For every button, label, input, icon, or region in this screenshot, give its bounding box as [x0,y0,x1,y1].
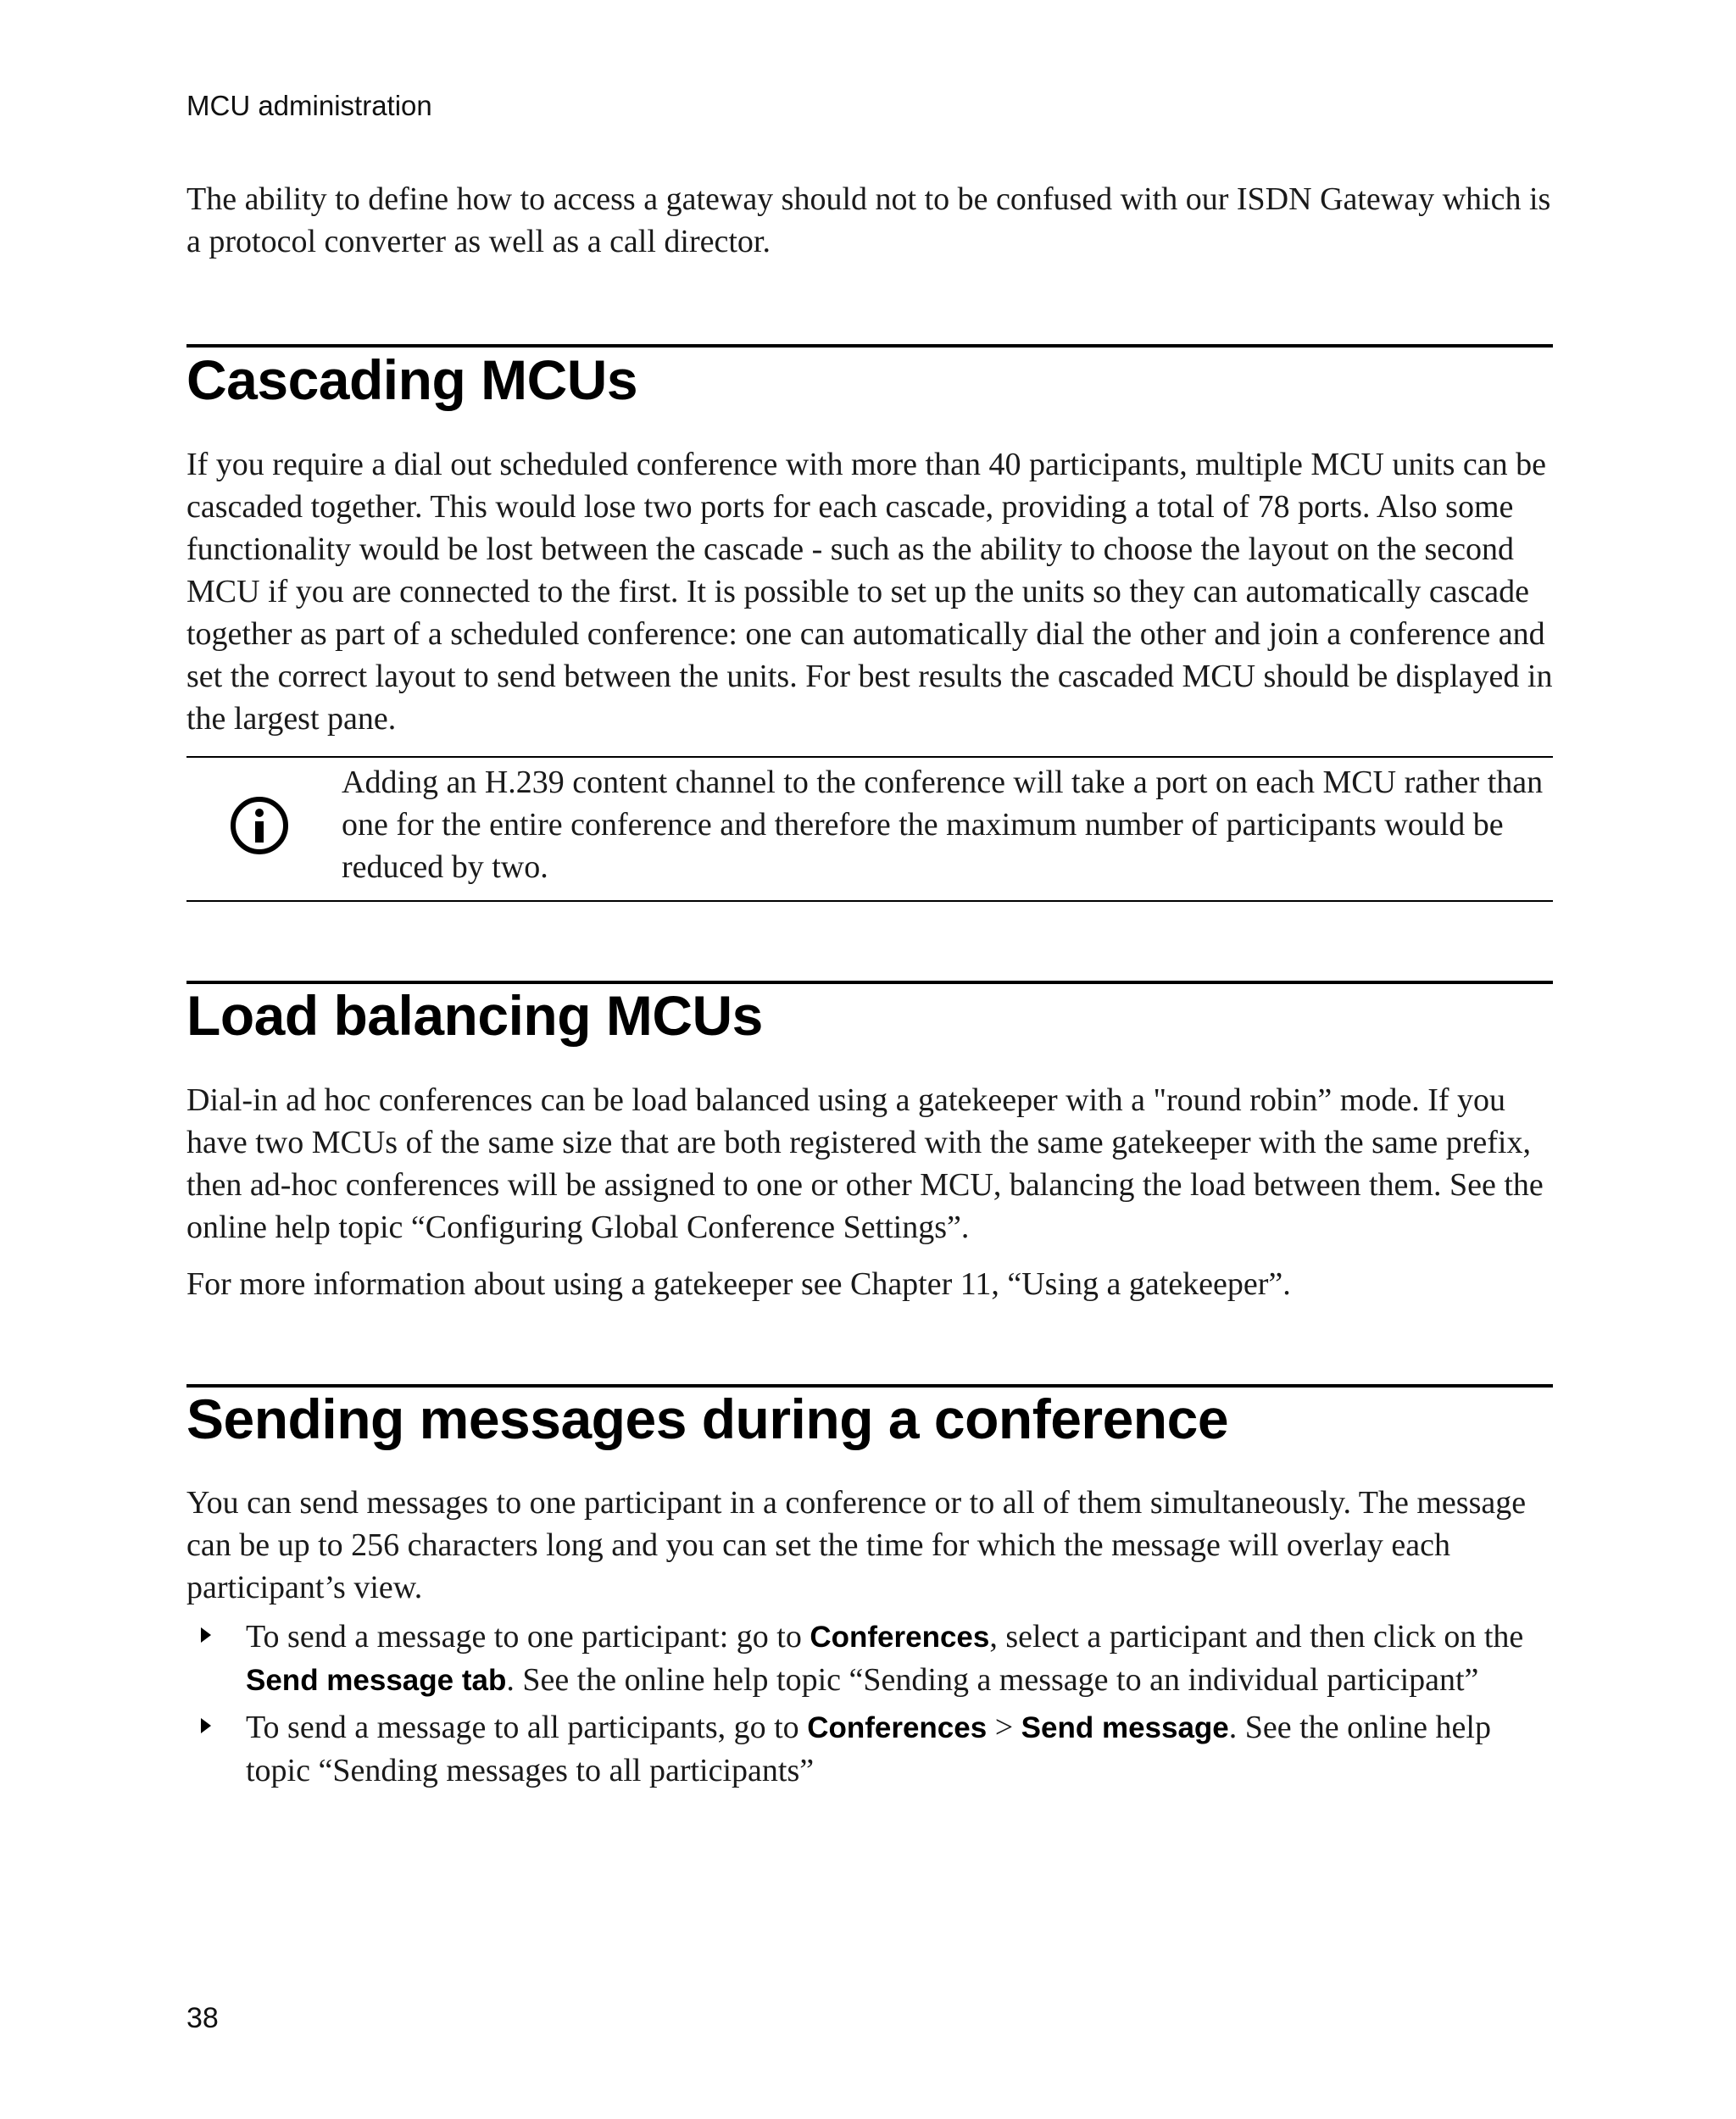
heading-sending-messages: Sending messages during a conference [186,1388,1229,1450]
ui-term-send-message: Send message [1021,1711,1229,1744]
triangle-bullet-icon [198,1716,214,1735]
cascading-paragraph: If you require a dial out scheduled conference with more than 40 participants, multiple MCU units can be cascaded together. This would lose two ports for each cascade, providing a total of 78 ports. Also some functionality would be lost between the cascade - such as the ability to choose the layout on the second MCU if you are connected to the first. It is possible to set up the units so they can automatically cascade together as part of a scheduled conference: one can automatically dial the other and join a conference and set the correct layout to send between the units. For best results the cascaded MCU should be displayed in the largest pane. [186,447,1553,737]
page-number: 38 [186,2002,219,2034]
note-top-rule [186,756,1553,758]
note-text: Adding an H.239 content channel to the conference will take a port on each MCU rather than one for the entire conference and therefore the maximum number of participants would be reduced by two. [342,765,1544,885]
heading-load-balancing-mcus: Load balancing MCUs [186,984,763,1047]
gatekeeper-reference-paragraph: For more information about using a gatekeeper see Chapter 11, “Using a gatekeeper”. [186,1266,1291,1302]
running-head: MCU administration [186,90,432,121]
ui-term-conferences: Conferences [810,1621,990,1654]
ui-term-send-message-tab: Send message tab [246,1664,507,1697]
heading-cascading-mcus: Cascading MCUs [186,348,638,411]
ui-term-conferences: Conferences [807,1711,988,1744]
triangle-bullet-icon [198,1626,214,1644]
intro-paragraph: The ability to define how to access a gateway should not to be confused with our ISDN Gateway which is a protocol converter as well as a call director. [186,181,1551,259]
list-item [186,1706,1553,1792]
info-icon [229,795,290,856]
load-balancing-paragraph: Dial-in ad hoc conferences can be load balanced using a gatekeeper with a "round robin” mode. If you have two MCUs of the same size that are both registered with the same gatekeeper with the same prefix, then ad-hoc conferences will be assigned to one or other MCU, balancing the load between them. See the online help topic “Configuring Global Conference Settings”. [186,1082,1544,1245]
note-bottom-rule [186,900,1553,902]
sending-messages-paragraph: You can send messages to one participant in a conference or to all of them simultaneously. The message can be up to 256 characters long and you can set the time for which the message will overlay each participant’s view. [186,1485,1527,1605]
list-item-text: To send a message to one participant: go to Conferences, select a participant and then click on the Send message tab. See the online help topic “Sending a message to an individual participant” [246,1619,1524,1698]
list-item-text: To send a message to all participants, go to Conferences > Send message. See the online help topic “Sending messages to all participants” [246,1710,1491,1788]
list-item [186,1616,1553,1702]
